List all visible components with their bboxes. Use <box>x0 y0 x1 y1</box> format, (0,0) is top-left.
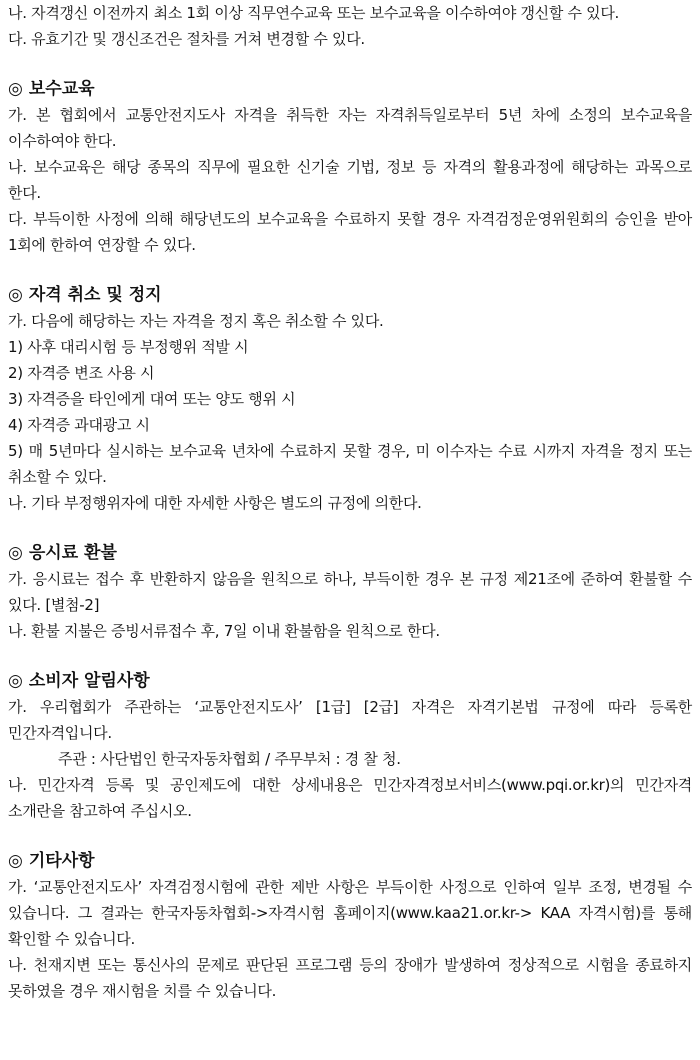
paragraph: 나. 기타 부정행위자에 대한 자세한 사항은 별도의 규정에 의한다. <box>8 494 422 512</box>
double-circle-icon: ◎ <box>8 851 23 871</box>
section-other-matters <box>8 848 692 1004</box>
organizer-line: 주관 : 사단법인 한국자동차협회 / 주무부처 : 경 찰 청. <box>58 750 401 768</box>
section-consumer-notice <box>8 668 692 824</box>
section-heading <box>8 76 692 102</box>
double-circle-icon: ◎ <box>8 543 23 563</box>
paragraph: 가. ‘교통안전지도사’ 자격검정시험에 관한 제반 사항은 부득이한 사정으로 인하여 일부 조정, 변경될 수 있습니다. 그 결과는 한국자동차협회->자격시험 홈페이지(www.kaa21.or.kr-> KAA 자격시험)를 통해 확인할 수 있습니다. <box>8 878 692 948</box>
section-title: 보수교육 <box>28 79 95 99</box>
double-circle-icon: ◎ <box>8 79 23 99</box>
section-revocation-suspension <box>8 282 692 516</box>
section-title: 응시료 환불 <box>28 543 117 563</box>
double-circle-icon: ◎ <box>8 671 23 691</box>
list-item: 3) 자격증을 타인에게 대여 또는 양도 행위 시 <box>8 390 296 408</box>
section-heading <box>8 848 692 874</box>
section-title: 자격 취소 및 정지 <box>28 285 162 305</box>
paragraph: 가. 다음에 해당하는 자는 자격을 정지 혹은 취소할 수 있다. <box>8 312 384 330</box>
section-title: 소비자 알림사항 <box>28 671 150 691</box>
list-item: 5) 매 5년마다 실시하는 보수교육 년차에 수료하지 못할 경우, 미 이수자는 수료 시까지 자격을 정지 또는 취소할 수 있다. <box>8 442 692 486</box>
paragraph: 나. 천재지변 또는 통신사의 문제로 판단된 프로그램 등의 장애가 발생하여 정상적으로 시험을 종료하지 못하였을 경우 재시험을 치를 수 있습니다. <box>8 956 692 1000</box>
section-heading <box>8 668 692 694</box>
list-item: 4) 자격증 과대광고 시 <box>8 416 150 434</box>
section-maintenance-education <box>8 76 692 258</box>
section-fee-refund <box>8 540 692 644</box>
paragraph: 나. 보수교육은 해당 종목의 직무에 필요한 신기술 기법, 정보 등 자격의 활용과정에 해당하는 과목으로 한다. <box>8 158 692 202</box>
section-heading <box>8 540 692 566</box>
list-item: 1) 사후 대리시험 등 부정행위 적발 시 <box>8 338 249 356</box>
section-title: 기타사항 <box>28 851 95 871</box>
paragraph: 다. 유효기간 및 갱신조건은 절차를 거쳐 변경할 수 있다. <box>8 30 365 48</box>
paragraph: 나. 환불 지불은 증빙서류접수 후, 7일 이내 환불함을 원칙으로 한다. <box>8 622 440 640</box>
paragraph: 가. 우리협회가 주관하는 ‘교통안전지도사’ [1급] [2급] 자격은 자격기본법 규정에 따라 등록한 민간자격입니다. <box>8 698 692 742</box>
intro-block <box>8 0 692 52</box>
list-item: 2) 자격증 변조 사용 시 <box>8 364 155 382</box>
paragraph: 가. 본 협회에서 교통안전지도사 자격을 취득한 자는 자격취득일로부터 5년 차에 소정의 보수교육을 이수하여야 한다. <box>8 106 692 150</box>
paragraph: 가. 응시료는 접수 후 반환하지 않음을 원칙으로 하나, 부득이한 경우 본 규정 제21조에 준하여 환불할 수 있다. [별첨-2] <box>8 570 692 614</box>
section-heading <box>8 282 692 308</box>
paragraph: 나. 자격갱신 이전까지 최소 1회 이상 직무연수교육 또는 보수교육을 이수하여야 갱신할 수 있다. <box>8 4 620 22</box>
paragraph: 나. 민간자격 등록 및 공인제도에 대한 상세내용은 민간자격정보서비스(www.pqi.or.kr)의 민간자격 소개란을 참고하여 주십시오. <box>8 776 692 820</box>
paragraph: 다. 부득이한 사정에 의해 해당년도의 보수교육을 수료하지 못할 경우 자격검정운영위원회의 승인을 받아 1회에 한하여 연장할 수 있다. <box>8 210 692 254</box>
double-circle-icon: ◎ <box>8 285 23 305</box>
